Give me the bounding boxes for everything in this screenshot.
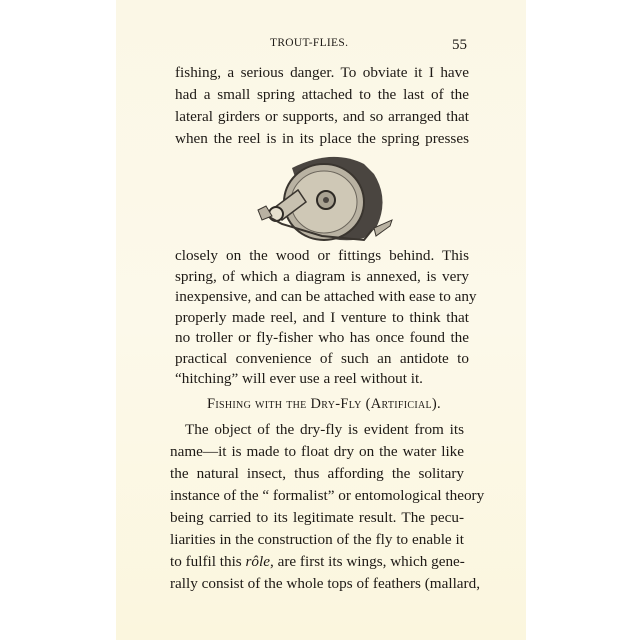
page-number: 55 (452, 37, 467, 53)
text-line: The object of the dry-fly is evident from its (185, 421, 464, 438)
text-line: “hitching” will ever use a reel without it. (175, 370, 423, 387)
text-line: the natural insect, thus affording the solitary (170, 465, 464, 482)
text-line: fishing, a serious danger. To obviate it I have (175, 64, 469, 81)
running-head: TROUT-FLIES. (270, 37, 349, 49)
text-line: spring, of which a diagram is annexed, is very (175, 267, 469, 285)
text-line: when the reel is in its place the spring presses (175, 130, 469, 147)
text-line: properly made reel, and I venture to think that (175, 308, 469, 326)
text-line: no troller or fly-fisher who has once found the (175, 329, 469, 346)
paragraph-2 (175, 246, 477, 390)
text-line: closely on the wood or fittings behind. This (175, 247, 469, 264)
text-line: practical convenience of such an antidote to (175, 349, 469, 367)
text-line: being carried to its legitimate result. The pecu- (170, 509, 464, 526)
text-line: rally consist of the whole tops of feathers (mallard, (170, 575, 480, 592)
text-line: liarities in the construction of the fly to enable it (170, 531, 464, 548)
text-run: , are first its wings, which gene- (269, 553, 465, 570)
text-line: inexpensive, and can be attached with ease to any (175, 288, 477, 305)
paragraph-1 (175, 62, 469, 150)
text-run: to fulfil this (170, 553, 246, 570)
paragraph-3 (170, 419, 485, 595)
italic-word: rôle (245, 553, 270, 570)
text-line (170, 551, 464, 573)
text-line: name—it is made to float dry on the water like (170, 443, 464, 460)
text-line: lateral girders or supports, and so arranged that (175, 108, 469, 125)
text-line: instance of the “ formalist” or entomological theory (170, 487, 485, 504)
text-line: had a small spring attached to the last of the (175, 86, 469, 103)
section-heading: Fishing with the Dry-Fly (Artificial). (207, 396, 441, 412)
reel-illustration (252, 150, 394, 246)
